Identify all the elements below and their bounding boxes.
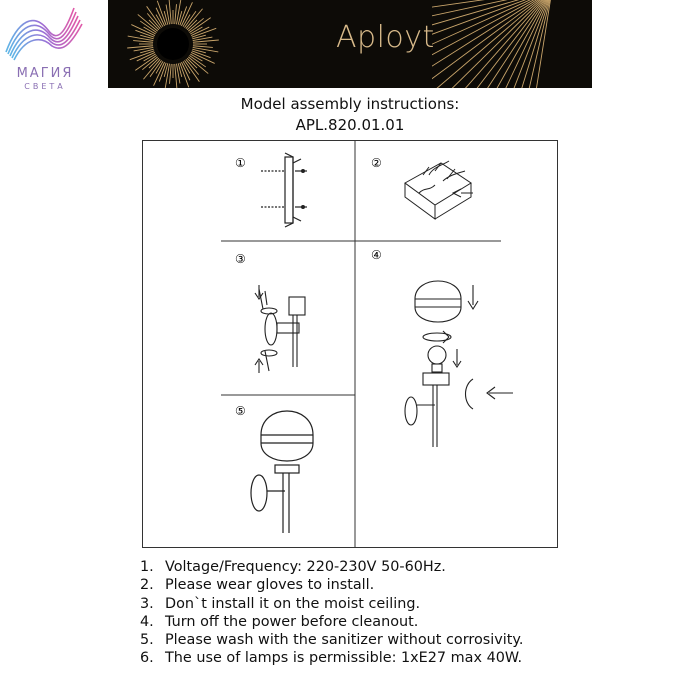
brand-name: Aployt xyxy=(336,20,435,55)
step-5-panel xyxy=(235,404,313,533)
model-number: APL.820.01.01 xyxy=(295,116,405,134)
page-title: Model assembly instructions: xyxy=(240,95,460,113)
spec-item: 1. Voltage/Frequency: 220-230V 50-60Hz. xyxy=(140,559,446,575)
diagram-canvas xyxy=(143,141,557,547)
instructions-diagram xyxy=(142,140,558,548)
spec-item: 2. Please wear gloves to install. xyxy=(140,577,375,594)
step-3-number: ③ xyxy=(235,252,246,266)
spec-item: 5. Please wash with the sanitizer without corrosivity. xyxy=(140,632,524,649)
spec-item: 3. Don`t install it on the moist ceiling. xyxy=(140,595,421,612)
spec-item: 6. The use of lamps is permissible: 1xE27 max 40W. xyxy=(140,650,523,667)
spec-item: 4. Turn off the power before cleanout. xyxy=(140,613,419,630)
step-4-number: ④ xyxy=(371,248,382,262)
retailer-logo-line2: СВЕТА xyxy=(24,82,66,91)
retailer-wave-icon xyxy=(0,0,90,64)
sunburst-right-icon xyxy=(432,0,592,88)
specs-list xyxy=(140,558,523,668)
step-1-panel xyxy=(235,153,307,227)
step-4-panel xyxy=(371,248,513,447)
retailer-logo xyxy=(0,0,90,100)
retailer-logo-line1: МАГИЯ xyxy=(16,66,74,81)
step-2-number: ② xyxy=(371,156,382,170)
brand-banner xyxy=(108,0,592,88)
step-1-number: ① xyxy=(235,156,246,170)
step-3-panel xyxy=(235,252,305,373)
step-2-panel xyxy=(371,156,473,219)
step-5-number: ⑤ xyxy=(235,404,246,418)
sunburst-left-icon xyxy=(108,0,268,88)
